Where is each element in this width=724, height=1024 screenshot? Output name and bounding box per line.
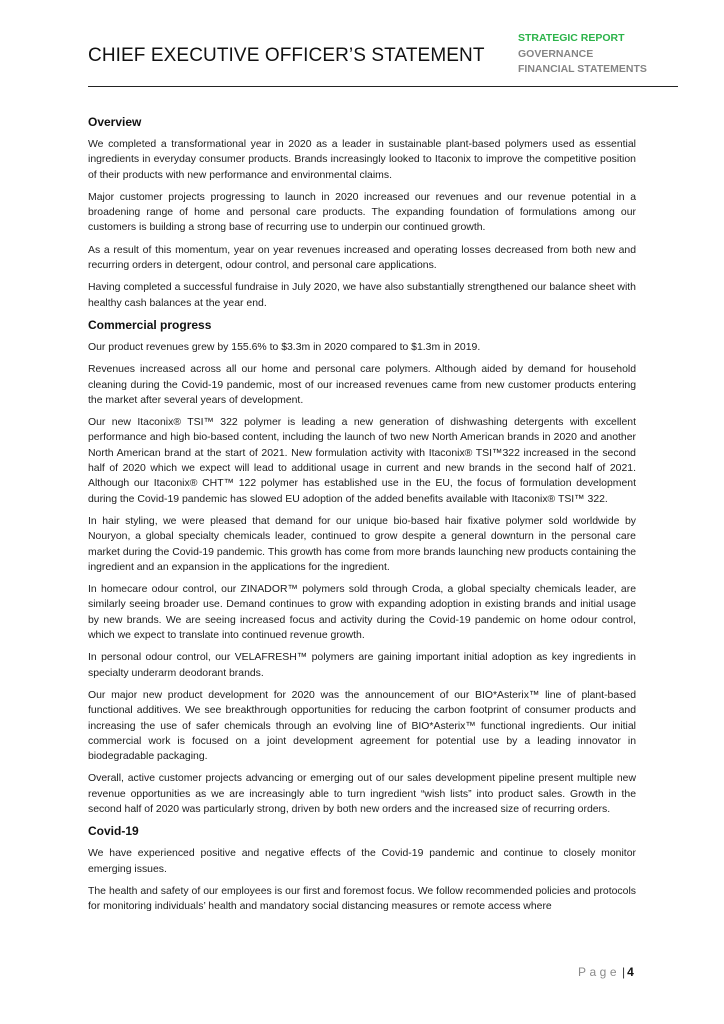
nav-governance[interactable]: GOVERNANCE — [518, 47, 594, 60]
nav-financial-statements[interactable]: FINANCIAL STATEMENTS — [518, 63, 647, 75]
paragraph: Major customer projects progressing to launch in 2020 increased our revenues and our revenue potential in a broadening range of home and personal care products. The expanding foundation of formulations among our customers is building a strong base of recurring use to underpin our continued growth. — [88, 191, 636, 234]
page-number: 4 — [627, 965, 634, 979]
page-footer — [578, 965, 634, 979]
page-separator: | — [622, 965, 626, 979]
paragraph: Having completed a successful fundraise in July 2020, we have also substantially strengthened our balance sheet with healthy cash balances at the year end. — [88, 282, 636, 309]
paragraph: Revenues increased across all our home and personal care polymers. Although aided by demand for household cleaning during the Covid-19 pandemic, most of our increased revenues came from new customer products entering the market after several years of development. — [88, 364, 636, 406]
page-header — [0, 0, 724, 90]
paragraph: Our product revenues grew by 155.6% to $3.3m in 2020 compared to $1.3m in 2019. — [88, 341, 481, 353]
paragraph: In hair styling, we were pleased that demand for our unique bio-based hair fixative polymer sold worldwide by Nouryon, a global specialty chemicals leader, continued to grow despite a general downturn in the personal care market during the Covid-19 pandemic. This growth has come from more brands launching new products containing the ingredient and an expansion in the applications for the ingredient. — [88, 515, 636, 573]
paragraph: We have experienced positive and negative effects of the Covid-19 pandemic and continue to closely monitor emerging issues. — [88, 848, 636, 875]
page-label: Page — [578, 965, 621, 979]
paragraph: Our new Itaconix® TSI™ 322 polymer is leading a new generation of dishwashing detergents with excellent performance and high bio-based content, including the launch of two new North American brands in 2020 and another North American brand at the start of 2021. New formulation activity with Itaconix® TSI™322 increased in the second half of 2020 which we expect will lead to additional usage in current and new brands in the second half of 2021. Although our Itaconix® CHT™ 122 polymer has established use in the EU, the focus of formulation development during the Covid-19 pandemic has slowed EU adoption of the added benefits available with Itaconix® TSI™ 322. — [88, 417, 636, 505]
document-body — [88, 115, 636, 921]
nav-strategic-report[interactable]: STRATEGIC REPORT — [518, 32, 625, 44]
section-heading: Overview — [88, 115, 142, 129]
paragraph: As a result of this momentum, year on year revenues increased and operating losses decreased from both new and recurring orders in detergent, odour control, and personal care applications. — [88, 244, 636, 272]
page-title: CHIEF EXECUTIVE OFFICER’S STATEMENT — [88, 45, 485, 66]
paragraph: In homecare odour control, our ZINADOR™ polymers sold through Croda, a global specialty chemicals leader, are similarly seeing broader use. Demand continues to grow with expanding adoption in existing brands and initial usage by new brands. We are seeing increased focus and activity during the Covid-19 pandemic on home odour control, which we expect to translate into continued revenue growth. — [88, 584, 636, 642]
paragraph: Overall, active customer projects advancing or emerging out of our sales development pipeline present multiple new revenue opportunities as we are increasingly able to turn ingredient “wish lists” into product sales. Growth in the second half of 2020 was particularly strong, driven by both new orders and the increased size of recurring orders. — [88, 773, 636, 815]
paragraph: The health and safety of our employees is our first and foremost focus. We follow recommended policies and protocols for monitoring individuals’ health and mandatory social distancing measures or remote access where — [88, 885, 636, 913]
section-covid-19 — [88, 824, 636, 914]
section-heading: Commercial progress — [88, 317, 212, 332]
paragraph: Our major new product development for 2020 was the announcement of our BIO*Asterix™ line of plant-based functional additives. We see breakthrough opportunities for reducing the carbon footprint of consumer products and increasing the use of safer chemicals through an evolving line of BIO*Asterix™ functional ingredients. Our initial commercial work is focused on a joint development agreement for potential use by a leading innovator in biodegradable packaging. — [88, 689, 636, 763]
section-nav — [518, 31, 647, 78]
paragraph: We completed a transformational year in 2020 as a leader in sustainable plant-based polymers used as essential ingredients in everyday consumer products. Brands increasingly looked to Itaconix to improve the competitive position of their products with new performance and environmental claims. — [88, 139, 636, 181]
section-overview — [88, 115, 636, 311]
header-divider — [88, 86, 678, 87]
paragraph: In personal odour control, our VELAFRESH™ polymers are gaining important initial adoption as key ingredients in specialty underarm deodorant brands. — [88, 652, 636, 679]
section-commercial-progress — [88, 318, 636, 817]
section-heading: Covid-19 — [88, 824, 139, 839]
